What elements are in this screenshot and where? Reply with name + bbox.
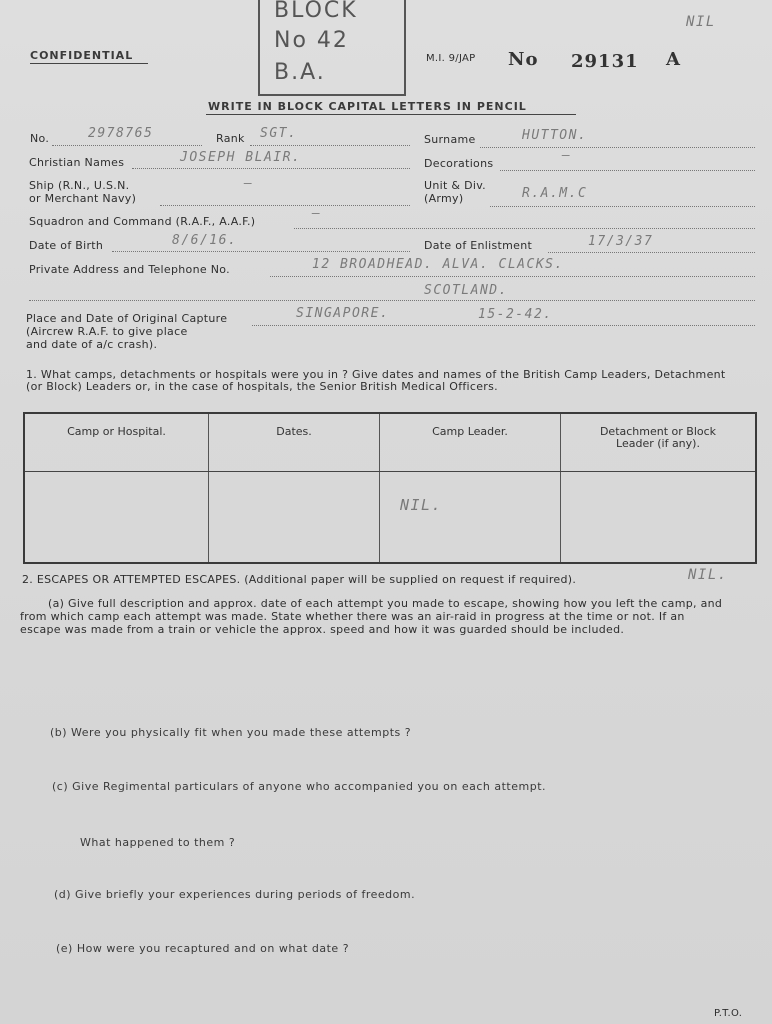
unit-label-1: Unit & Div.	[424, 179, 486, 192]
capture-dotted-line	[252, 325, 755, 326]
stamp-line-2: No 42	[274, 28, 349, 53]
date-of-birth-label: Date of Birth	[29, 239, 104, 252]
instruction-heading: WRITE IN BLOCK CAPITAL LETTERS IN PENCIL	[208, 100, 527, 113]
address-value-1: 12 BROADHEAD. ALVA. CLACKS.	[312, 257, 564, 272]
unit-value: R.A.M.C	[522, 186, 588, 201]
camps-table	[23, 412, 757, 564]
camps-table-row	[24, 472, 756, 564]
unit-dotted-line	[490, 206, 755, 207]
camps-entry: NIL.	[400, 496, 443, 514]
column-camp-or-hospital: Camp or Hospital.	[24, 413, 209, 472]
corner-note: NIL	[686, 14, 716, 30]
camps-table-header-row	[24, 413, 756, 472]
question-a-line-1: (a) Give full description and approx. date of each attempt you made to escape, showing how you left the camp, and	[48, 597, 723, 610]
enlistment-dotted-line	[548, 252, 755, 253]
address-label: Private Address and Telephone No.	[29, 263, 230, 276]
question-a-line-3: escape was made from a train or vehicle the approx. speed and how it was guarded should be included.	[20, 623, 625, 636]
column-dates: Dates.	[209, 413, 380, 472]
question-b: (b) Were you physically fit when you made these attempts ?	[50, 726, 412, 739]
serial-number: 29131	[571, 51, 639, 72]
confidential-label: CONFIDENTIAL	[30, 49, 134, 62]
surname-value: HUTTON.	[522, 128, 588, 143]
no-label: No.	[30, 132, 50, 145]
no-dotted-line	[52, 145, 202, 146]
address-value-2: SCOTLAND.	[424, 283, 508, 298]
section-1-question-line-2: (or Block) Leaders or, in the case of hospitals, the Senior British Medical Officers.	[26, 380, 498, 393]
ship-label-2: or Merchant Navy)	[29, 192, 137, 205]
ship-value: —	[244, 176, 254, 191]
cell-camp	[24, 472, 209, 564]
section-2-heading: 2. ESCAPES OR ATTEMPTED ESCAPES. (Additional paper will be supplied on request if required).	[22, 573, 577, 586]
capture-date: 15-2-42.	[478, 307, 553, 322]
no-value: 2978765	[88, 126, 154, 141]
capture-label-2: (Aircrew R.A.F. to give place	[26, 325, 188, 338]
surname-dotted-line	[480, 147, 755, 148]
rank-label: Rank	[216, 132, 245, 145]
enlistment-label: Date of Enlistment	[424, 239, 533, 252]
decorations-value: —	[562, 148, 572, 163]
column-camp-leader: Camp Leader.	[380, 413, 561, 472]
pto-label: P.T.O.	[714, 1008, 743, 1019]
cell-dates	[209, 472, 380, 564]
decorations-dotted-line	[500, 170, 755, 171]
capture-label-3: and date of a/c crash).	[26, 338, 158, 351]
date-of-birth-value: 8/6/16.	[172, 233, 238, 248]
question-a-line-2: from which camp each attempt was made. State whether there was an air-raid in progress at the time or not. If an	[20, 610, 685, 623]
cell-detachment-leader	[561, 472, 757, 564]
christian-names-label: Christian Names	[29, 156, 125, 169]
address-dotted-line-1	[270, 276, 755, 277]
question-e: (e) How were you recaptured and on what date ?	[56, 942, 350, 955]
address-dotted-line-2	[29, 300, 755, 301]
stamp-line-3: B.A.	[274, 60, 326, 85]
squadron-value: —	[312, 206, 322, 221]
christian-names-dotted-line	[132, 168, 410, 169]
section-2-answer: NIL.	[688, 567, 728, 583]
decorations-label: Decorations	[424, 157, 494, 170]
block-stamp	[258, 0, 406, 96]
serial-suffix: A	[666, 49, 681, 70]
number-label: No	[508, 49, 539, 70]
column-detachment-leader: Detachment or Block Leader (if any).	[561, 413, 757, 472]
date-of-birth-dotted-line	[112, 251, 410, 252]
unit-label-2: (Army)	[424, 192, 464, 205]
stamp-line-1: BLOCK	[274, 0, 358, 23]
confidential-underline	[30, 63, 148, 64]
rank-dotted-line	[250, 145, 410, 146]
capture-place: SINGAPORE.	[296, 306, 390, 321]
question-d: (d) Give briefly your experiences during periods of freedom.	[54, 888, 416, 901]
rank-value: SGT.	[260, 126, 298, 141]
ship-label-1: Ship (R.N., U.S.N.	[29, 179, 130, 192]
surname-label: Surname	[424, 133, 476, 146]
section-1-question-line-1: 1. What camps, detachments or hospitals were you in ? Give dates and names of the British Camp Leaders, Detachment	[26, 368, 726, 381]
enlistment-value: 17/3/37	[588, 234, 654, 249]
cell-camp-leader	[380, 472, 561, 564]
christian-names-value: JOSEPH BLAIR.	[180, 150, 302, 165]
form-reference: M.I. 9/JAP	[426, 53, 476, 64]
squadron-dotted-line	[294, 228, 755, 229]
instruction-underline	[206, 114, 576, 115]
question-c: (c) Give Regimental particulars of anyone who accompanied you on each attempt.	[52, 780, 547, 793]
question-c-followup: What happened to them ?	[80, 836, 236, 849]
squadron-label: Squadron and Command (R.A.F., A.A.F.)	[29, 215, 256, 228]
capture-label-1: Place and Date of Original Capture	[26, 312, 228, 325]
ship-dotted-line	[160, 205, 410, 206]
